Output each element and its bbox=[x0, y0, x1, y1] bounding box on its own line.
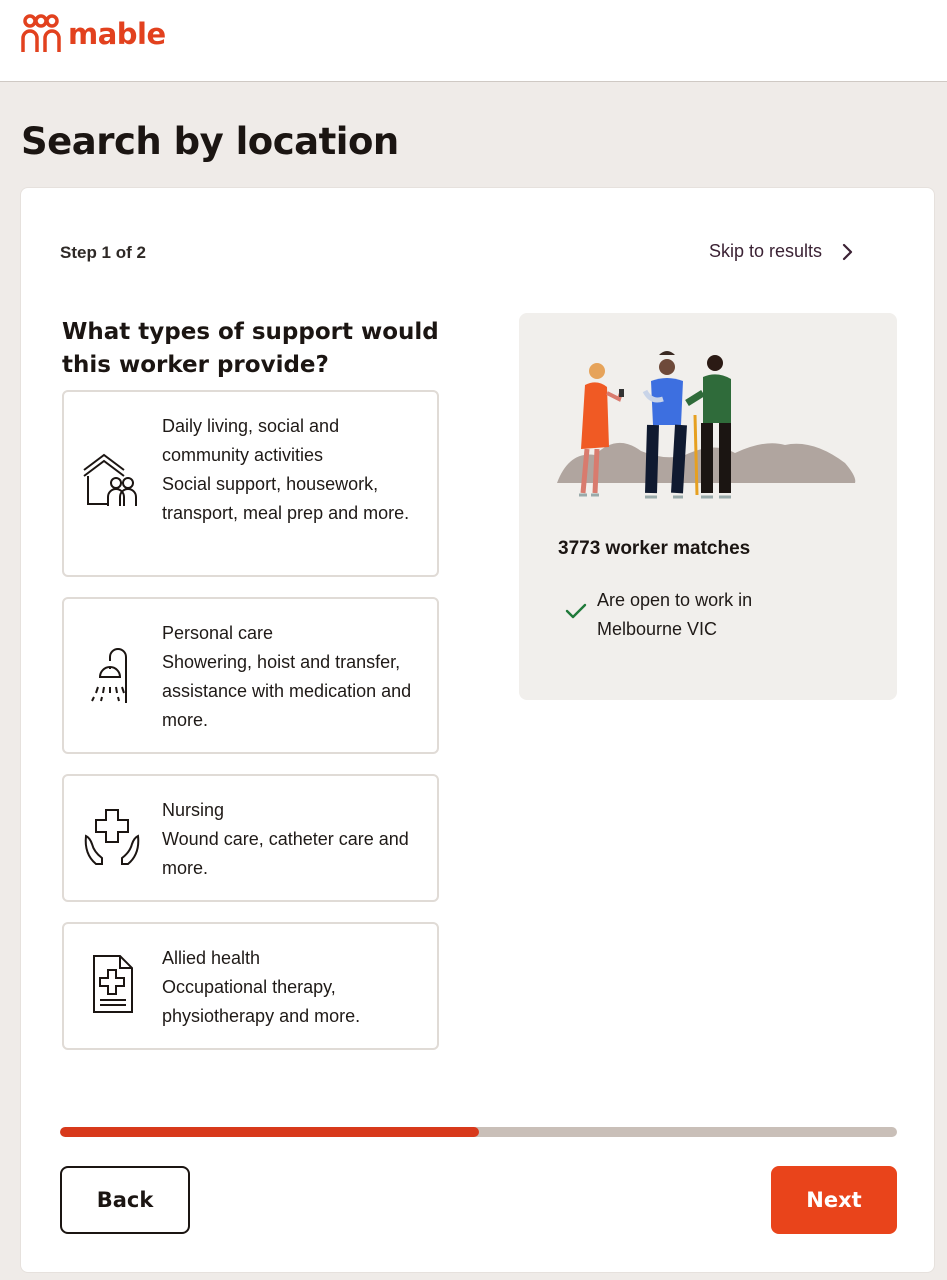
option-text bbox=[162, 796, 422, 883]
chevron-right-icon bbox=[840, 243, 854, 261]
option-description: Occupational therapy, physiotherapy and more. bbox=[162, 977, 361, 1026]
matches-panel bbox=[519, 313, 897, 700]
option-personal-care[interactable] bbox=[62, 597, 439, 754]
logo-wordmark: mable bbox=[68, 17, 166, 51]
skip-label: Skip to results bbox=[709, 241, 823, 261]
medical-document-icon bbox=[80, 952, 144, 1016]
option-text bbox=[162, 619, 422, 735]
wizard-card bbox=[20, 187, 935, 1273]
match-criteria bbox=[565, 586, 797, 644]
skip-to-results-link[interactable] bbox=[709, 241, 854, 262]
option-description: Social support, housework, transport, meal prep and more. bbox=[162, 474, 410, 523]
match-criteria-text: Are open to work in Melbourne VIC bbox=[597, 590, 753, 639]
check-icon bbox=[565, 602, 587, 620]
top-bar bbox=[0, 0, 947, 82]
option-description: Wound care, catheter care and more. bbox=[162, 829, 409, 878]
option-daily-living[interactable] bbox=[62, 390, 439, 577]
worker-matches-count: 3773 worker matches bbox=[558, 538, 751, 559]
mable-logo-icon bbox=[20, 14, 62, 54]
medical-hands-icon bbox=[80, 806, 144, 870]
option-text bbox=[162, 944, 422, 1031]
back-button[interactable]: Back bbox=[60, 1166, 190, 1234]
house-family-icon bbox=[80, 450, 144, 514]
shower-icon bbox=[80, 643, 144, 707]
progress-fill bbox=[60, 1127, 479, 1137]
question-heading: What types of support would this worker provide? bbox=[62, 319, 439, 378]
option-title: Personal care bbox=[162, 623, 274, 643]
option-title: Nursing bbox=[162, 800, 225, 820]
option-title: Allied health bbox=[162, 948, 261, 968]
mable-logo[interactable] bbox=[20, 14, 166, 54]
option-title: Daily living, social and community activities bbox=[162, 416, 340, 465]
wizard-progress-bar bbox=[60, 1127, 897, 1137]
page-title: Search by location bbox=[21, 120, 399, 163]
step-indicator: Step 1 of 2 bbox=[60, 243, 146, 262]
option-text bbox=[162, 412, 422, 528]
option-description: Showering, hoist and transfer, assistance with medication and more. bbox=[162, 652, 412, 730]
workers-illustration bbox=[555, 343, 861, 503]
option-allied-health[interactable] bbox=[62, 922, 439, 1050]
next-button[interactable]: Next bbox=[771, 1166, 897, 1234]
option-nursing[interactable] bbox=[62, 774, 439, 902]
